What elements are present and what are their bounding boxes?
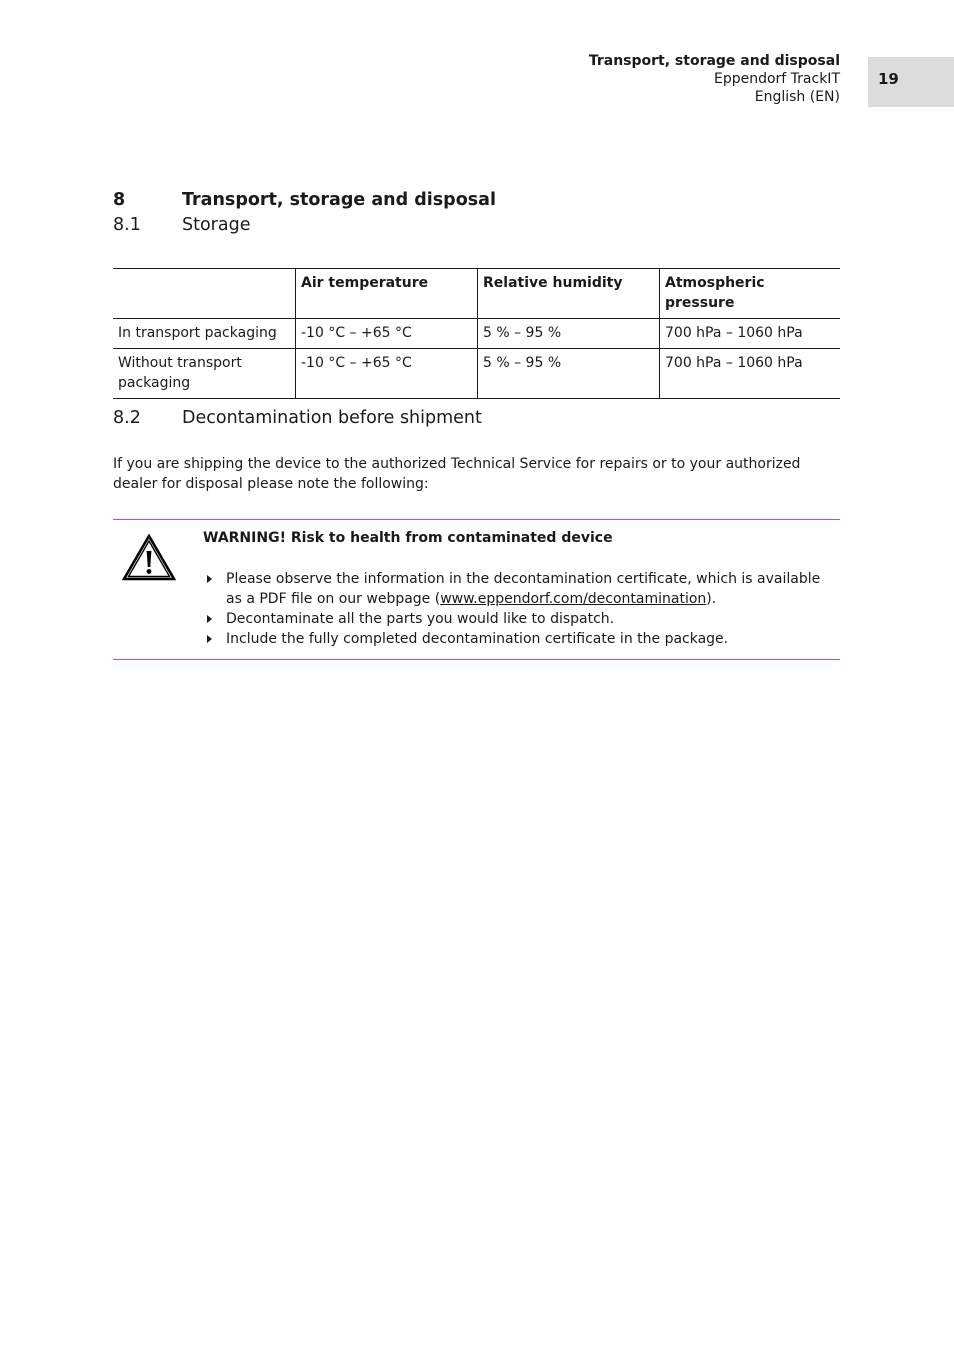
table-header-cell: Air temperature [296, 269, 478, 319]
table-cell: Without transport packaging [113, 349, 296, 399]
list-item [203, 569, 835, 609]
table-cell: 5 % – 95 % [478, 319, 660, 349]
table-header-cell [113, 269, 296, 319]
header-product: Eppendorf TrackIT [713, 71, 840, 87]
table-row [113, 349, 840, 399]
warning-box [113, 519, 840, 660]
storage-heading [113, 215, 250, 235]
decontamination-heading [113, 408, 482, 428]
bullet-arrow-icon [207, 615, 212, 623]
header-language: English (EN) [754, 89, 840, 105]
decontamination-title: Decontamination before shipment [182, 408, 482, 428]
header-chapter-title: Transport, storage and disposal [588, 53, 840, 69]
warning-title: WARNING! Risk to health from contaminated device [203, 530, 613, 546]
running-header [589, 52, 840, 106]
decontamination-number: 8.2 [113, 408, 141, 428]
chapter-heading [113, 190, 496, 210]
bullet-arrow-icon [207, 635, 212, 643]
instruction-text-end: ). [706, 591, 717, 607]
page-number-tab [868, 57, 954, 107]
bullet-arrow-icon [207, 575, 212, 583]
table-cell: -10 °C – +65 °C [296, 319, 478, 349]
storage-number: 8.1 [113, 215, 141, 235]
list-item [203, 629, 835, 649]
page-number: 19 [878, 70, 899, 88]
table-cell: 700 hPa – 1060 hPa [660, 349, 841, 399]
table-cell: In transport packaging [113, 319, 296, 349]
chapter-number: 8 [113, 190, 126, 210]
warning-triangle-icon [122, 534, 176, 582]
list-item [203, 609, 835, 629]
storage-title: Storage [182, 215, 251, 235]
storage-conditions-table [113, 268, 840, 399]
chapter-title: Transport, storage and disposal [182, 190, 496, 210]
decontamination-intro: If you are shipping the device to the authorized Technical Service for repairs or to your authorized dealer for disposal please note the following: [113, 456, 801, 492]
table-header-row [113, 269, 840, 319]
instruction-text: Include the fully completed decontamination certificate in the package. [226, 631, 729, 647]
table-header-cell: Atmospheric pressure [660, 269, 841, 319]
table-cell: -10 °C – +65 °C [296, 349, 478, 399]
decontamination-link[interactable]: www.eppendorf.com/decontamination [440, 591, 707, 607]
instruction-text: Please observe the information in the decontamination certificate, which is available as a PDF file on our webpage ( [226, 571, 821, 607]
table-cell: 5 % – 95 % [478, 349, 660, 399]
instruction-text: Decontaminate all the parts you would like to dispatch. [226, 611, 615, 627]
table-header-cell: Relative humidity [478, 269, 660, 319]
table-cell: 700 hPa – 1060 hPa [660, 319, 841, 349]
table-row [113, 319, 840, 349]
warning-instructions [203, 569, 835, 649]
